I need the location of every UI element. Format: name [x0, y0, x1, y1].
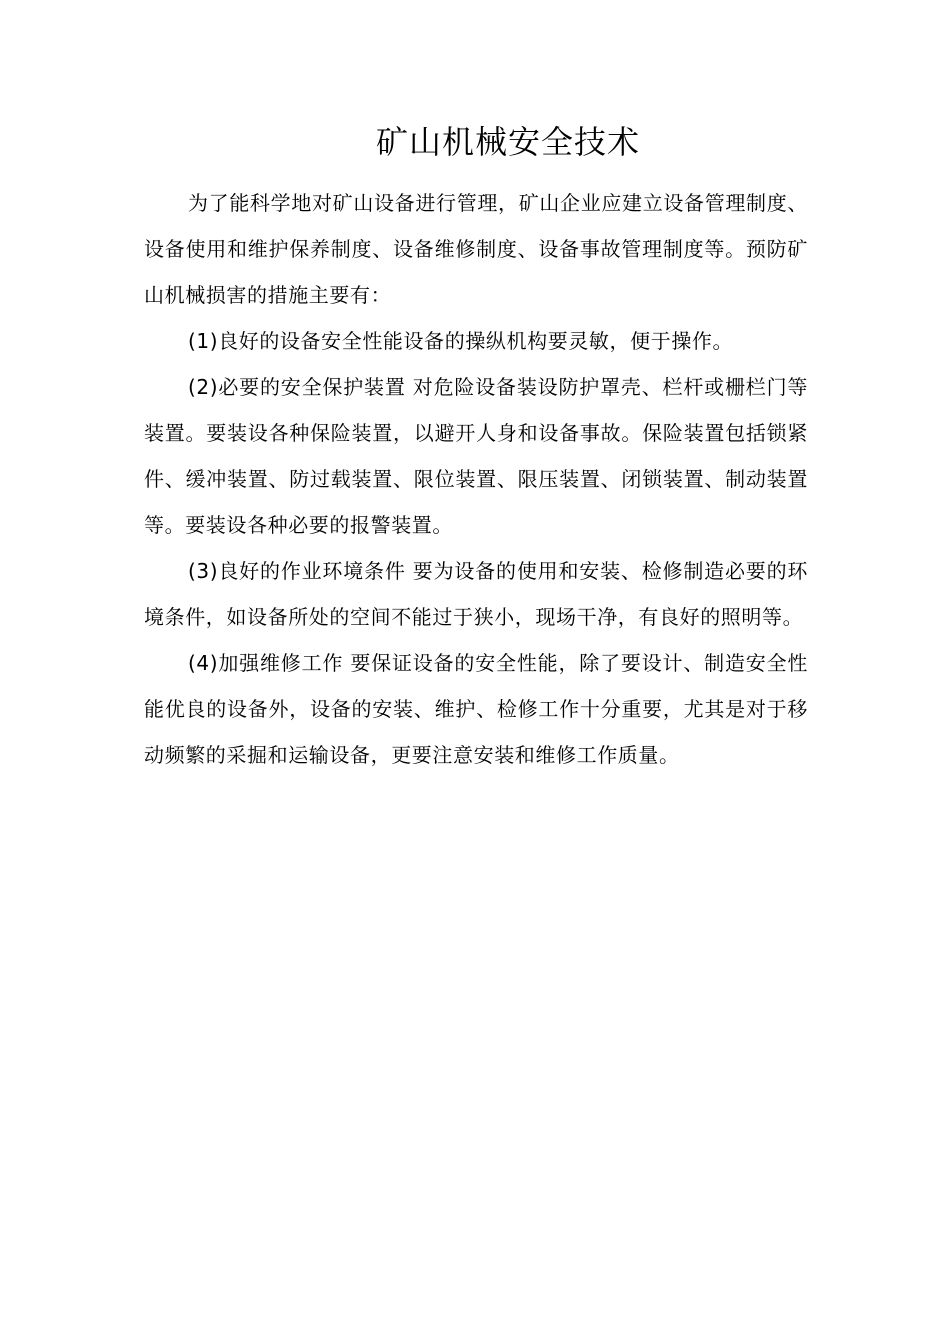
paragraph-item-3: (3)良好的作业环境条件 要为设备的使用和安装、检修制造必要的环境条件，如设备所处的空间不能过于狭小，现场干净，有良好的照明等。	[144, 559, 808, 629]
paragraph-intro: 为了能科学地对矿山设备进行管理，矿山企业应建立设备管理制度、设备使用和维护保养制度、设备维修制度、设备事故管理制度等。预防矿山机械损害的措施主要有：	[144, 191, 808, 307]
paragraph-item-4: (4)加强维修工作 要保证设备的安全性能，除了要设计、制造安全性能优良的设备外，设备的安装、维护、检修工作十分重要，尤其是对于移动频繁的采掘和运输设备，更要注意安装和维修工作质量。	[144, 651, 808, 767]
paragraph-item-2: (2)必要的安全保护装置 对危险设备装设防护罩壳、栏杆或栅栏门等装置。要装设各种保险装置，以避开人身和设备事故。保险装置包括锁紧件、缓冲装置、防过载装置、限位装置、限压装置、闭锁装置、制动装置等。要装设各种必要的报警装置。	[144, 375, 808, 537]
document-body	[144, 180, 808, 778]
document-title: 矿山机械安全技术	[375, 123, 640, 161]
paragraph-item-1: (1)良好的设备安全性能设备的操纵机构要灵敏，便于操作。	[188, 329, 734, 353]
